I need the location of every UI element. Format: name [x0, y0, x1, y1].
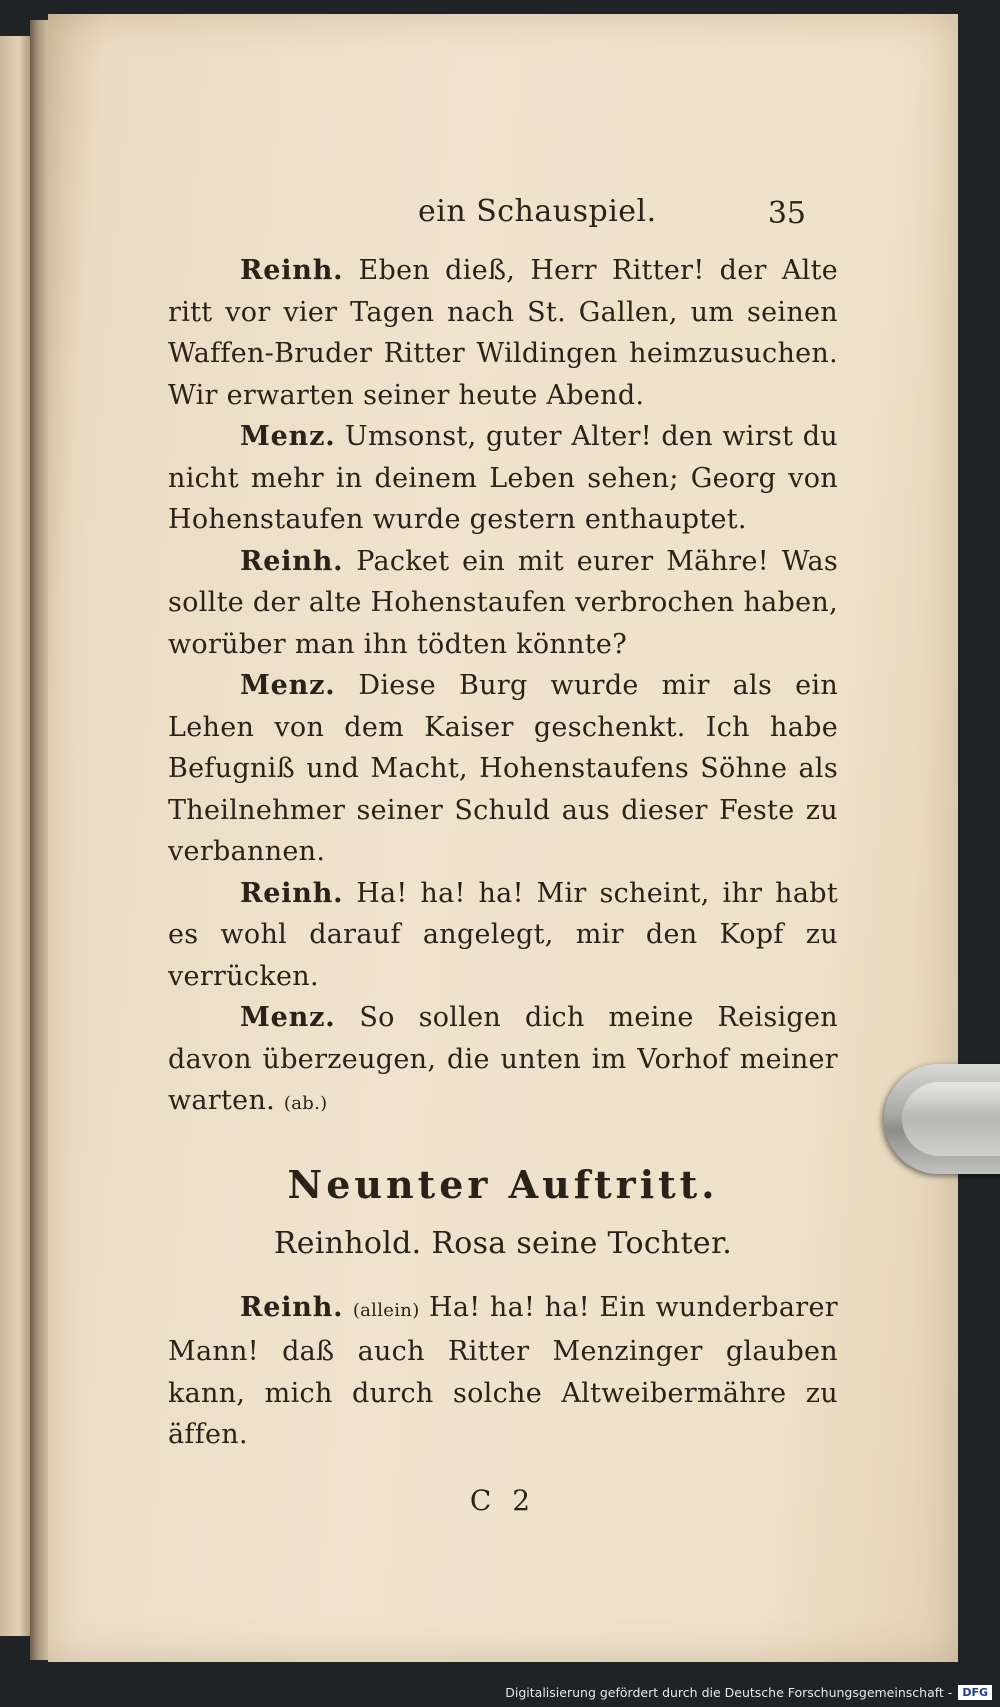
page-clip-highlight: [902, 1082, 1000, 1156]
dialogue-paragraph: [168, 541, 838, 666]
speaker-name: Reinh.: [240, 545, 344, 577]
book-page: [48, 14, 958, 1662]
page-clip: [884, 1064, 1000, 1174]
dialogue-paragraph: [168, 1287, 838, 1456]
left-page-edge: [0, 36, 30, 1636]
running-title: ein Schauspiel.: [418, 194, 657, 229]
speaker-name: Menz.: [240, 1002, 336, 1033]
dialogue-paragraph: [168, 997, 838, 1125]
page-header: [198, 186, 806, 236]
digitization-footer: [505, 1681, 992, 1703]
page-text: [168, 250, 838, 1549]
speaker-name: Menz.: [240, 421, 336, 452]
scene-heading: Neunter Auftritt.: [287, 1161, 719, 1207]
dialogue-text: Ha! ha! ha! Ein wunderbarer Mann! daß auch Ritter Menzinger glauben kann, mich durch solche Altweibermähre zu äffen.: [168, 1291, 838, 1450]
dialogue-text: So sollen dich meine Reisigen davon überzeugen, die unten im Vorhof meiner warten.: [168, 1002, 838, 1116]
stage-direction: (allein): [352, 1299, 420, 1321]
dialogue-paragraph: [168, 665, 838, 873]
dialogue-text: Eben dieß, Herr Ritter! der Alte ritt vor vier Tagen nach St. Gallen, um seinen Waffen-Bruder Ritter Wildingen heimzusuchen. Wir erwarten seiner heute Abend.: [168, 255, 838, 411]
printer-signature: C 2: [469, 1483, 537, 1517]
speaker-name: Reinh.: [240, 255, 344, 286]
book-spine: [30, 20, 50, 1660]
speaker-name: Reinh.: [240, 877, 344, 909]
dialogue-text: Ha! ha! ha! Mir scheint, ihr habt es wohl darauf angelegt, mir den Kopf zu verrücken.: [168, 877, 838, 992]
dialogue-paragraph: [168, 873, 838, 998]
footer-credit: Digitalisierung gefördert durch die Deutsche Forschungsgemeinschaft -: [505, 1684, 953, 1700]
dialogue-text: Umsonst, guter Alter! den wirst du nicht mehr in deinem Leben sehen; Georg von Hohenstaufen wurde gestern enthauptet.: [168, 421, 838, 535]
dialogue-paragraph: [168, 250, 838, 416]
speaker-name: Menz.: [240, 670, 336, 701]
speaker-name: Reinh.: [240, 1291, 344, 1323]
dfg-logo-icon: DFG: [958, 1685, 992, 1700]
dialogue-text: Diese Burg wurde mir als ein Lehen von dem Kaiser geschenkt. Ich habe Befugniß und Macht, Hohenstaufens Söhne als Theilnehmer seiner Schuld aus dieser Feste zu verbannen.: [168, 670, 839, 867]
scene-characters: Reinhold. Rosa seine Tochter.: [273, 1225, 733, 1261]
dialogue-text: Packet ein mit eurer Mähre! Was sollte der alte Hohenstaufen verbrochen haben, worüber man ihn tödten könnte?: [168, 545, 838, 660]
dialogue-paragraph: [168, 416, 838, 541]
stage-direction: (ab.): [283, 1093, 328, 1114]
page-number: 35: [767, 196, 806, 231]
